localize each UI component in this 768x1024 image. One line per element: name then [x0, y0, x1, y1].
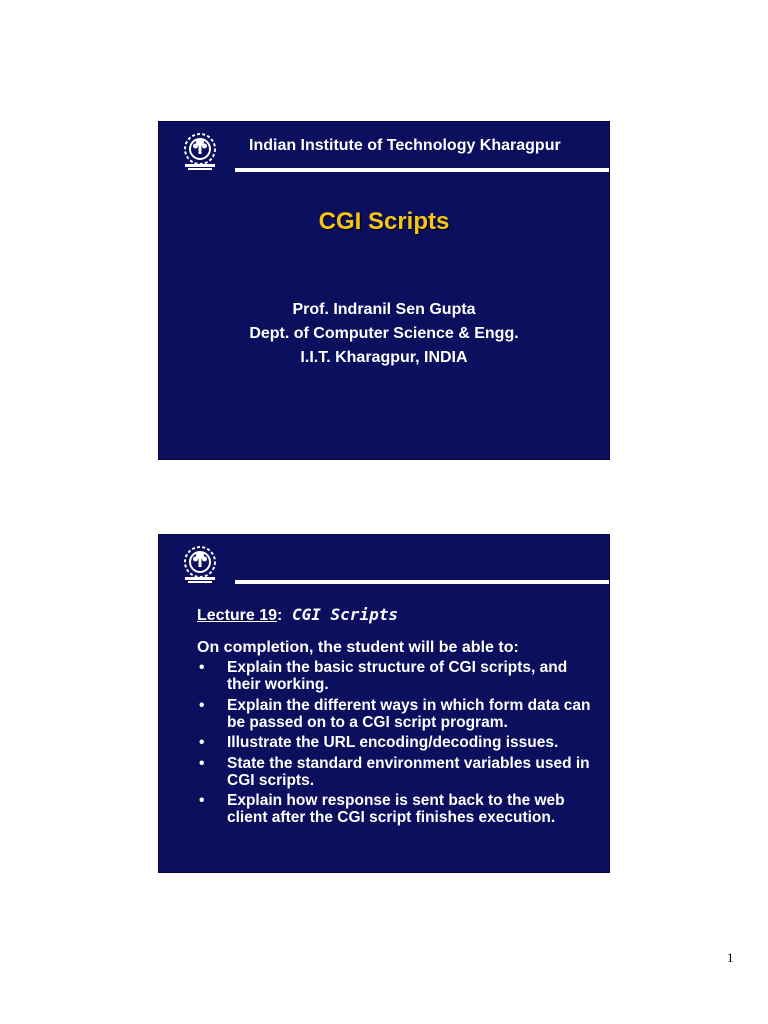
iit-kharagpur-logo-icon — [177, 541, 223, 587]
header-rule — [235, 580, 609, 584]
objectives-list — [197, 659, 605, 830]
lecture-heading — [197, 605, 398, 625]
lecture-title: CGI Scripts — [282, 605, 398, 624]
objectives-slide — [158, 534, 610, 873]
bullet-icon: • — [199, 659, 205, 676]
lecture-separator: : — [277, 607, 283, 624]
author-block — [159, 298, 609, 370]
list-item — [197, 734, 605, 751]
author-name: Prof. Indranil Sen Gupta — [292, 301, 476, 318]
objective-text: State the standard environment variables used in CGI scripts. — [227, 754, 590, 789]
slide-title: CGI Scripts — [318, 208, 450, 235]
objectives-intro: On completion, the student will be able to: — [197, 639, 519, 656]
bullet-icon: • — [199, 734, 205, 751]
author-institution: I.I.T. Kharagpur, INDIA — [300, 349, 468, 366]
author-department: Dept. of Computer Science & Engg. — [249, 325, 519, 342]
objective-text: Illustrate the URL encoding/decoding issues. — [227, 734, 559, 751]
list-item — [197, 659, 605, 693]
objective-text: Explain the basic structure of CGI scripts, and their working. — [227, 659, 568, 693]
title-slide — [158, 121, 610, 460]
page-number: 1 — [727, 950, 734, 965]
institute-name: Indian Institute of Technology Kharagpur — [249, 137, 561, 154]
list-item — [197, 792, 605, 826]
lecture-number: Lecture 19 — [197, 607, 278, 624]
list-item — [197, 755, 605, 789]
bullet-icon: • — [199, 792, 205, 809]
list-item — [197, 697, 605, 731]
bullet-icon: • — [199, 754, 205, 772]
iit-kharagpur-logo-icon — [177, 128, 223, 174]
objective-text: Explain the different ways in which form data can be passed on to a CGI script program. — [227, 696, 591, 731]
objective-text: Explain how response is sent back to the web client after the CGI script finishes execution. — [227, 792, 565, 826]
bullet-icon: • — [199, 696, 205, 714]
header-rule — [235, 168, 609, 172]
